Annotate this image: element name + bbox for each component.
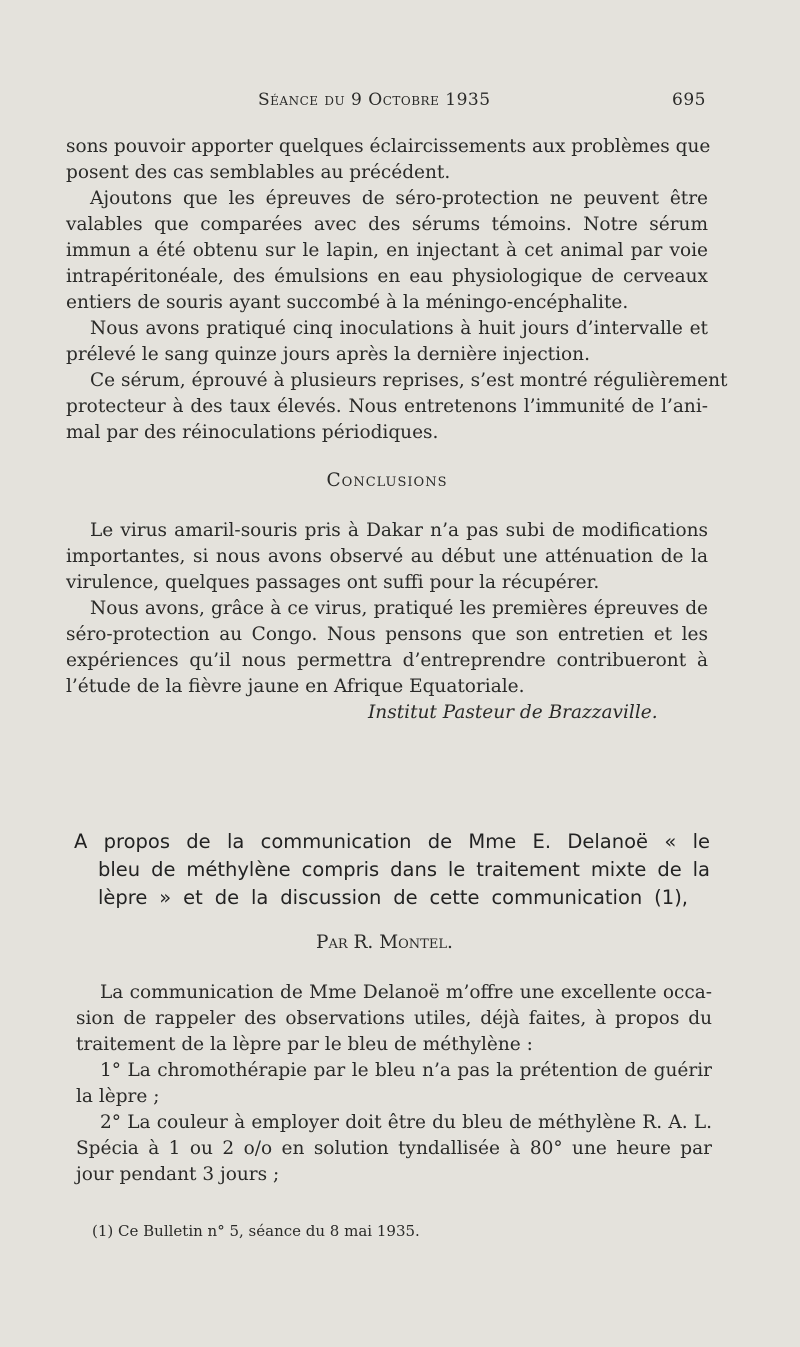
body-line: jour pendant 3 jours ; xyxy=(76,1164,280,1185)
body-line: intrapéritonéale, des émulsions en eau physiologique de cerveaux xyxy=(66,266,708,287)
body-line: Ajoutons que les épreuves de séro-protection ne peuvent être xyxy=(90,188,708,209)
body-line: importantes, si nous avons observé au début une atténuation de la xyxy=(66,546,708,567)
body-line: expériences qu’il nous permettra d’entreprendre contribueront à xyxy=(66,650,708,671)
body-line: Le virus amaril-souris pris à Dakar n’a pas subi de modifications xyxy=(90,520,708,541)
body-line: mal par des réinoculations périodiques. xyxy=(66,422,439,443)
body-line: protecteur à des taux élevés. Nous entretenons l’immunité de l’ani- xyxy=(66,396,708,417)
signature: Institut Pasteur de Brazzaville. xyxy=(368,702,658,723)
body-line: 1° La chromothérapie par le bleu n’a pas la prétention de guérir xyxy=(100,1060,712,1081)
body-line: immun a été obtenu sur le lapin, en injectant à cet animal par voie xyxy=(66,240,708,261)
body-line: traitement de la lèpre par le bleu de méthylène : xyxy=(76,1034,533,1055)
running-header xyxy=(0,88,800,116)
body-line: Ce sérum, éprouvé à plusieurs reprises, s’est montré régulièrement xyxy=(90,370,728,391)
article-title-line: bleu de méthylène compris dans le traitement mixte de la xyxy=(98,858,710,881)
body-line: la lèpre ; xyxy=(76,1086,160,1107)
body-line: valables que comparées avec des sérums témoins. Notre sérum xyxy=(66,214,708,235)
body-line: Nous avons pratiqué cinq inoculations à huit jours d’intervalle et xyxy=(90,318,708,339)
body-line: posent des cas semblables au précédent. xyxy=(66,162,451,183)
section-heading: Conclusions xyxy=(326,470,448,491)
body-line: virulence, quelques passages ont suffi pour la récupérer. xyxy=(66,572,600,593)
body-line: sion de rappeler des observations utiles, déjà faites, à propos du xyxy=(76,1008,712,1029)
body-line: Nous avons, grâce à ce virus, pratiqué les premières épreuves de xyxy=(90,598,708,619)
body-line: l’étude de la fièvre jaune en Afrique Equatoriale. xyxy=(66,676,525,697)
body-line: prélevé le sang quinze jours après la dernière injection. xyxy=(66,344,590,365)
body-line: séro-protection au Congo. Nous pensons que son entretien et les xyxy=(66,624,708,645)
article-author: Par R. Montel. xyxy=(316,932,453,953)
body-line: sons pouvoir apporter quelques éclaircissements aux problèmes que xyxy=(66,136,711,157)
body-line: entiers de souris ayant succombé à la méningo-encéphalite. xyxy=(66,292,629,313)
body-line: La communication de Mme Delanoë m’offre une excellente occa- xyxy=(100,982,712,1003)
article-title-line: lèpre » et de la discussion de cette communication (1), xyxy=(98,886,688,909)
article-title-line: A propos de la communication de Mme E. Delanoë « le xyxy=(74,830,710,853)
page-number: 695 xyxy=(672,90,706,110)
footnote: (1) Ce Bulletin n° 5, séance du 8 mai 1935. xyxy=(92,1222,420,1240)
body-line: Spécia à 1 ou 2 o/o en solution tyndallisée à 80° une heure par xyxy=(76,1138,712,1159)
body-line: 2° La couleur à employer doit être du bleu de méthylène R. A. L. xyxy=(100,1112,712,1133)
header-title: Séance du 9 Octobre 1935 xyxy=(258,90,491,110)
